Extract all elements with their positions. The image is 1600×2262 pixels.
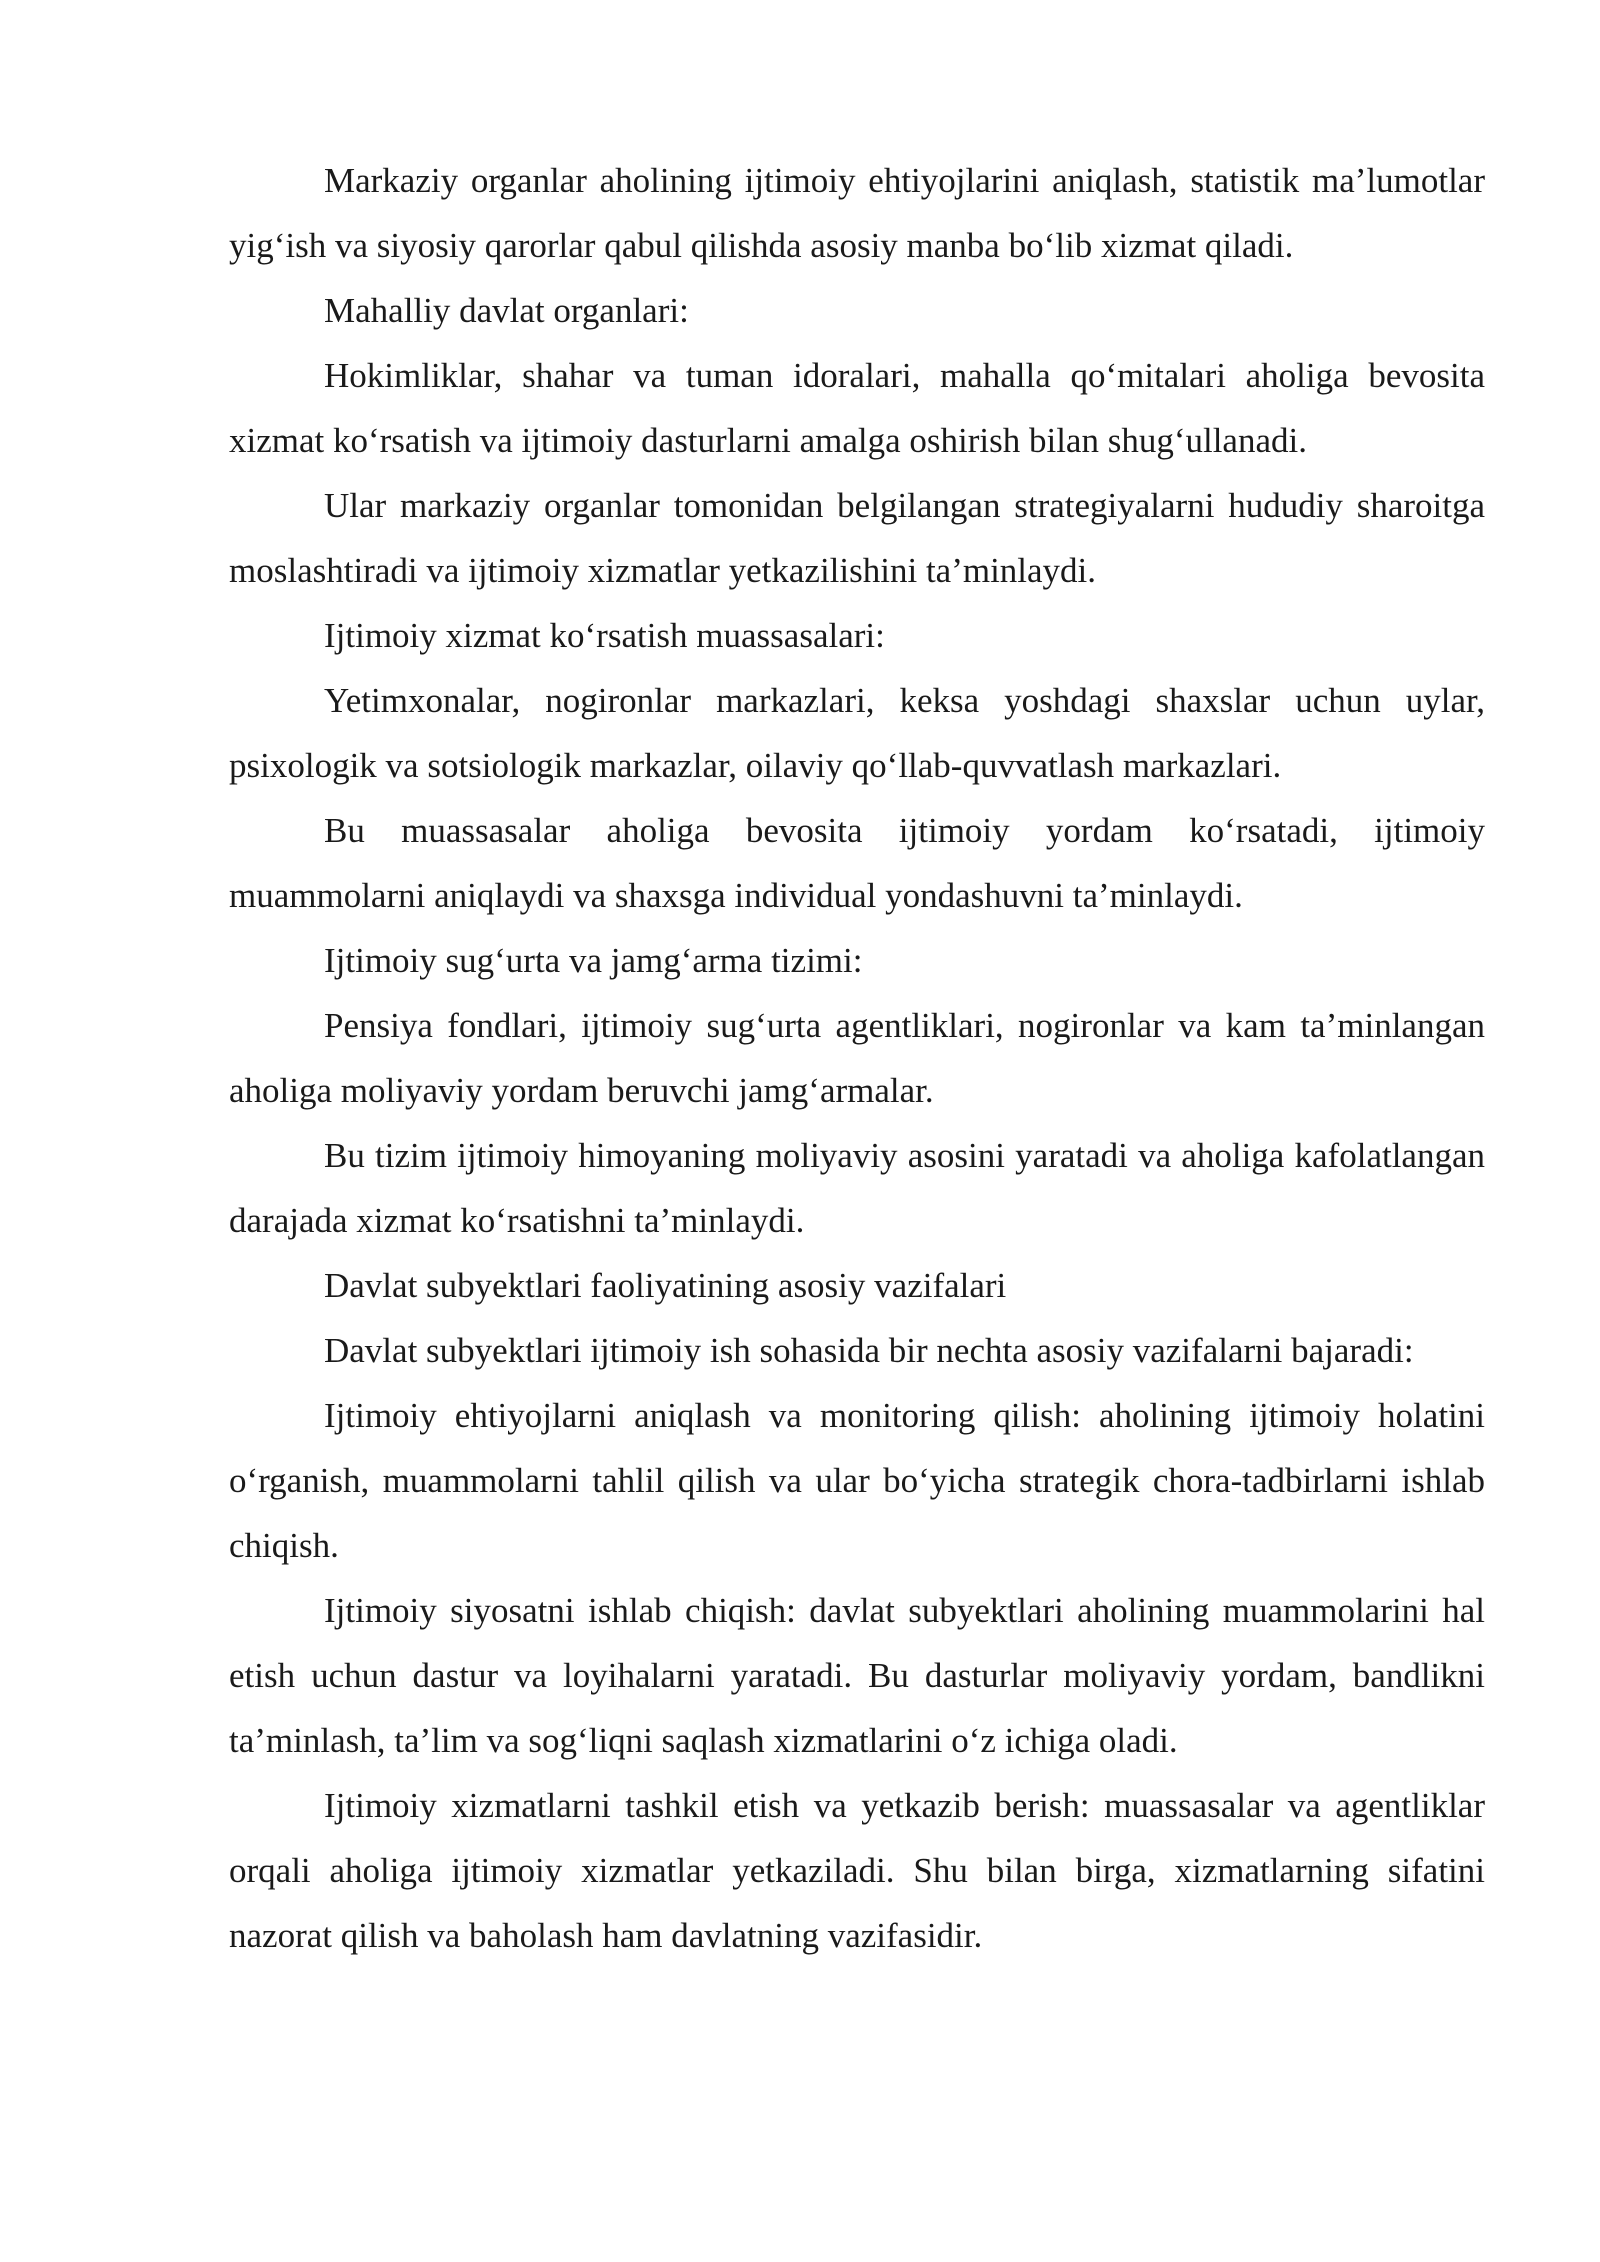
- paragraph-insurance-role: Bu tizim ijtimoiy himoyaning moliyaviy asosini yaratadi va aholiga kafolatlangan darajada xizmat ko‘rsatishni ta’minlaydi.: [229, 1136, 1485, 1240]
- paragraph-central-organs: Markaziy organlar aholining ijtimoiy ehtiyojlarini aniqlash, statistik ma’lumotlar yig‘ish va siyosiy qarorlar qabul qilishda asosiy manba bo‘lib xizmat qiladi.: [229, 161, 1485, 265]
- paragraph-local-strategies: Ular markaziy organlar tomonidan belgilangan strategiyalarni hududiy sharoitga moslashtiradi va ijtimoiy xizmatlar yetkazilishini ta’minlaydi.: [229, 486, 1485, 590]
- paragraph-task-policy: Ijtimoiy siyosatni ishlab chiqish: davlat subyektlari aholining muammolarini hal etish uchun dastur va loyihalarni yaratadi. Bu dasturlar moliyaviy yordam, bandlikni ta’minlash, ta’lim va sog‘liqni saqlash xizmatlarini o‘z ichiga oladi.: [229, 1591, 1485, 1760]
- paragraph-tasks-intro: Davlat subyektlari ijtimoiy ish sohasida bir nechta asosiy vazifalarni bajaradi:: [324, 1331, 1414, 1370]
- heading-social-insurance: Ijtimoiy sug‘urta va jamg‘arma tizimi:: [324, 941, 863, 980]
- paragraph-institution-list: Yetimxonalar, nogironlar markazlari, keksa yoshdagi shaxslar uchun uylar, psixologik va sotsiologik markazlar, oilaviy qo‘llab-quvvatlash markazlari.: [229, 681, 1485, 785]
- paragraph-insurance-funds: Pensiya fondlari, ijtimoiy sug‘urta agentliklari, nogironlar va kam ta’minlangan aholiga moliyaviy yordam beruvchi jamg‘armalar.: [229, 1006, 1485, 1110]
- heading-local-government: Mahalliy davlat organlari:: [324, 291, 689, 330]
- paragraph-task-services: Ijtimoiy xizmatlarni tashkil etish va yetkazib berish: muassasalar va agentliklar orqali aholiga ijtimoiy xizmatlar yetkaziladi. Shu bilan birga, xizmatlarning sifatini nazorat qilish va baholash ham davlatning vazifasidir.: [229, 1786, 1485, 1955]
- paragraph-local-authorities: Hokimliklar, shahar va tuman idoralari, mahalla qo‘mitalari aholiga bevosita xizmat ko‘rsatish va ijtimoiy dasturlarni amalga oshirish bilan shug‘ullanadi.: [229, 356, 1485, 460]
- paragraph-institution-role: Bu muassasalar aholiga bevosita ijtimoiy yordam ko‘rsatadi, ijtimoiy muammolarni aniqlaydi va shaxsga individual yondashuvni ta’minlaydi.: [229, 811, 1485, 915]
- document-page: [229, 148, 1485, 1968]
- heading-main-tasks: Davlat subyektlari faoliyatining asosiy vazifalari: [324, 1266, 1007, 1305]
- heading-social-service-institutions: Ijtimoiy xizmat ko‘rsatish muassasalari:: [324, 616, 885, 655]
- paragraph-task-monitoring: Ijtimoiy ehtiyojlarni aniqlash va monitoring qilish: aholining ijtimoiy holatini o‘rganish, muammolarni tahlil qilish va ular bo‘yicha strategik chora-tadbirlarni ishlab chiqish.: [229, 1396, 1485, 1565]
